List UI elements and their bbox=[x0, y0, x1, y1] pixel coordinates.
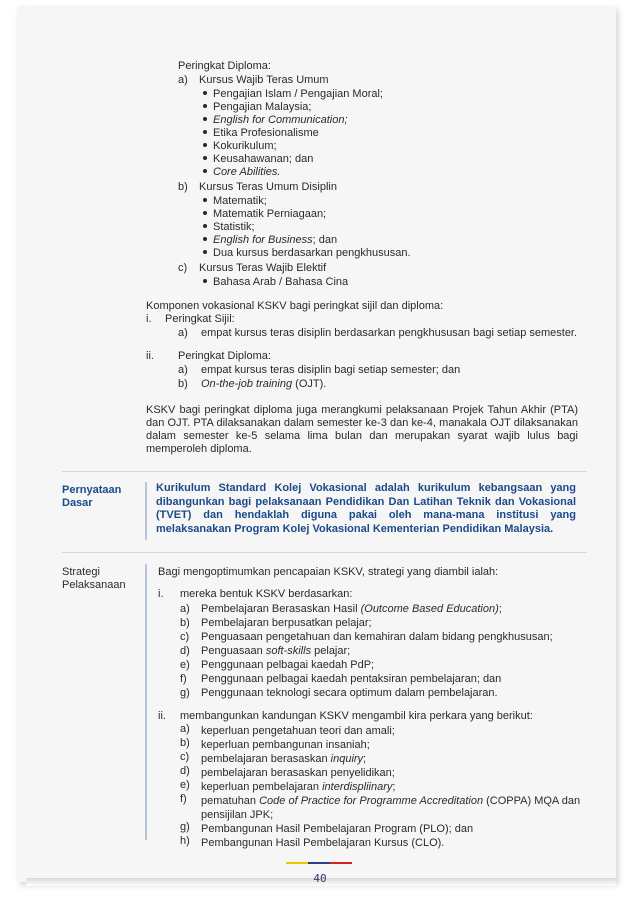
strategy-i-item: Penggunaan pelbagai kaedah PdP; bbox=[201, 659, 375, 671]
item-marker: b) bbox=[180, 617, 190, 629]
diploma-heading: Peringkat Diploma: bbox=[178, 60, 271, 72]
diploma-b-title: Kursus Teras Umum Disiplin bbox=[199, 181, 337, 193]
section-label-pernyataan: Pernyataan bbox=[62, 484, 122, 496]
bullet-icon bbox=[203, 211, 207, 215]
item-marker: a) bbox=[178, 364, 188, 376]
strategy-ii-item: keperluan pembangunan insaniah; bbox=[201, 739, 370, 751]
strategy-ii-item: Pembangunan Hasil Pembelajaran Kursus (CLO). bbox=[201, 837, 445, 849]
item-marker: a) bbox=[180, 603, 190, 615]
list-item: Bahasa Arab / Bahasa Cina bbox=[203, 276, 348, 289]
bullet-icon bbox=[203, 117, 207, 121]
strategy-ii-item: pembelajaran berasaskan inquiry; bbox=[201, 753, 367, 765]
diploma-c-title: Kursus Teras Wajib Elektif bbox=[199, 262, 327, 274]
section-divider bbox=[62, 471, 587, 472]
list-item: Dua kursus berdasarkan pengkhususan. bbox=[203, 247, 411, 260]
bullet-icon bbox=[203, 169, 207, 173]
list-item: Matematik; bbox=[203, 195, 267, 208]
list-item: Pengajian Islam / Pengajian Moral; bbox=[203, 88, 383, 101]
roman-marker: ii. bbox=[146, 350, 154, 362]
bullet-icon bbox=[203, 198, 207, 202]
item-marker: f) bbox=[180, 673, 187, 685]
bullet-icon bbox=[203, 91, 207, 95]
bullet-icon bbox=[203, 224, 207, 228]
list-item: Pengajian Malaysia; bbox=[203, 101, 311, 114]
list-item: Keusahawanan; dan bbox=[203, 153, 313, 166]
item-marker: e) bbox=[180, 659, 190, 671]
item-marker: b) bbox=[180, 737, 190, 749]
item-marker: c) bbox=[180, 751, 190, 763]
strategy-i-item: Penggunaan pelbagai kaedah pentaksiran pembelajaran; dan bbox=[201, 673, 502, 685]
vocational-ii-b: On-the-job training (OJT). bbox=[201, 378, 327, 390]
strategy-ii-item: keperluan pembelajaran interdispliinary; bbox=[201, 781, 396, 793]
item-marker: c) bbox=[180, 631, 190, 643]
item-marker: d) bbox=[180, 765, 190, 777]
footer-bar-blue bbox=[308, 862, 330, 864]
item-marker: d) bbox=[180, 645, 190, 657]
roman-marker: ii. bbox=[158, 710, 166, 722]
vocational-i-a: empat kursus teras disiplin berdasarkan pengkhususan bagi setiap semester. bbox=[201, 327, 578, 339]
strategy-i-item: Penggunaan teknologi secara optimum dalam pembelajaran. bbox=[201, 687, 498, 699]
item-marker: b) bbox=[178, 378, 188, 390]
section-divider bbox=[62, 552, 587, 553]
item-marker: g) bbox=[180, 821, 190, 833]
list-item: Etika Profesionalisme bbox=[203, 127, 319, 140]
list-item: Matematik Perniagaan; bbox=[203, 208, 326, 221]
item-marker: f) bbox=[180, 793, 187, 805]
diploma-a-title: Kursus Wajib Teras Umum bbox=[199, 74, 329, 86]
strategy-i-item: Pembelajaran berpusatkan pelajar; bbox=[201, 617, 372, 629]
page-number: 40 bbox=[313, 872, 327, 885]
list-item: Statistik; bbox=[203, 221, 255, 234]
item-marker: a) bbox=[178, 327, 188, 339]
vocational-ii-title: Peringkat Diploma: bbox=[178, 350, 271, 362]
pta-paragraph: KSKV bagi peringkat diploma juga merangkumi pelaksanaan Projek Tahun Akhir (PTA) dan OJT. PTA dilaksanakan dalam semester ke-3 dan ke-4, manakala OJT dilaksanakan dalam semester ke-5 selama lima bulan dan merupakan syarat wajib lulus bagi memperoleh diploma. bbox=[146, 404, 578, 455]
strategy-i-title: mereka bentuk KSKV berdasarkan: bbox=[180, 588, 353, 600]
list-item: Kokurikulum; bbox=[203, 140, 277, 153]
bullet-icon bbox=[203, 156, 207, 160]
footer-bar-yellow bbox=[286, 862, 308, 864]
bullet-icon bbox=[203, 104, 207, 108]
bullet-icon bbox=[203, 237, 207, 241]
list-item: Core Abilities. bbox=[203, 166, 280, 179]
list-item: English for Communication; bbox=[203, 114, 348, 127]
strategy-ii-item-continued: pensijilan JPK; bbox=[201, 809, 274, 821]
bullet-icon bbox=[203, 250, 207, 254]
bullet-icon bbox=[203, 143, 207, 147]
policy-statement: Kurikulum Standard Kolej Vokasional adalah kurikulum kebangsaan yang dibangunkan bagi pelaksanaan Pendidikan Dan Latihan Teknik dan Vokasional (TVET) dan hendaklah diguna pakai oleh mana-mana institusi yang melaksanakan Program Kolej Vokasional Kementerian Pendidikan Malaysia. bbox=[156, 482, 576, 535]
diploma-b-marker: b) bbox=[178, 181, 188, 193]
roman-marker: i. bbox=[146, 313, 152, 325]
item-marker: g) bbox=[180, 687, 190, 699]
section-label-pelaksanaan: Pelaksanaan bbox=[62, 579, 126, 591]
section-label-strategi: Strategi bbox=[62, 566, 100, 578]
list-item: English for Business; dan bbox=[203, 234, 337, 247]
strategy-ii-item: Pembangunan Hasil Pembelajaran Program (PLO); dan bbox=[201, 823, 474, 835]
strategy-i-item: Pembelajaran Berasaskan Hasil (Outcome Based Education); bbox=[201, 603, 502, 615]
strategy-ii-item: keperluan pengetahuan teori dan amali; bbox=[201, 725, 395, 737]
footer-bar-red bbox=[330, 862, 352, 864]
section-label-dasar: Dasar bbox=[62, 497, 93, 509]
roman-marker: i. bbox=[158, 588, 164, 600]
strategy-ii-item: pembelajaran berasaskan penyelidikan; bbox=[201, 767, 395, 779]
vertical-divider bbox=[145, 482, 147, 540]
strategy-i-item: Penguasaan pengetahuan dan kemahiran dalam bidang pengkhususan; bbox=[201, 631, 553, 643]
diploma-a-marker: a) bbox=[178, 74, 188, 86]
item-marker: h) bbox=[180, 835, 190, 847]
strategy-intro: Bagi mengoptimumkan pencapaian KSKV, strategi yang diambil ialah: bbox=[158, 566, 499, 578]
diploma-c-marker: c) bbox=[178, 262, 188, 274]
strategy-ii-title: membangunkan kandungan KSKV mengambil kira perkara yang berikut: bbox=[180, 710, 533, 722]
item-marker: e) bbox=[180, 779, 190, 791]
vocational-intro: Komponen vokasional KSKV bagi peringkat sijil dan diploma: bbox=[146, 300, 444, 312]
vocational-i-title: Peringkat Sijil: bbox=[165, 313, 235, 325]
bullet-icon bbox=[203, 279, 207, 283]
strategy-ii-item: pematuhan Code of Practice for Programme Accreditation (COPPA) MQA dan bbox=[201, 795, 581, 807]
bullet-icon bbox=[203, 130, 207, 134]
vertical-divider bbox=[145, 564, 147, 840]
strategy-i-item: Penguasaan soft-skills pelajar; bbox=[201, 645, 351, 657]
item-marker: a) bbox=[180, 723, 190, 735]
vocational-ii-a: empat kursus teras disiplin bagi setiap semester; dan bbox=[201, 364, 461, 376]
